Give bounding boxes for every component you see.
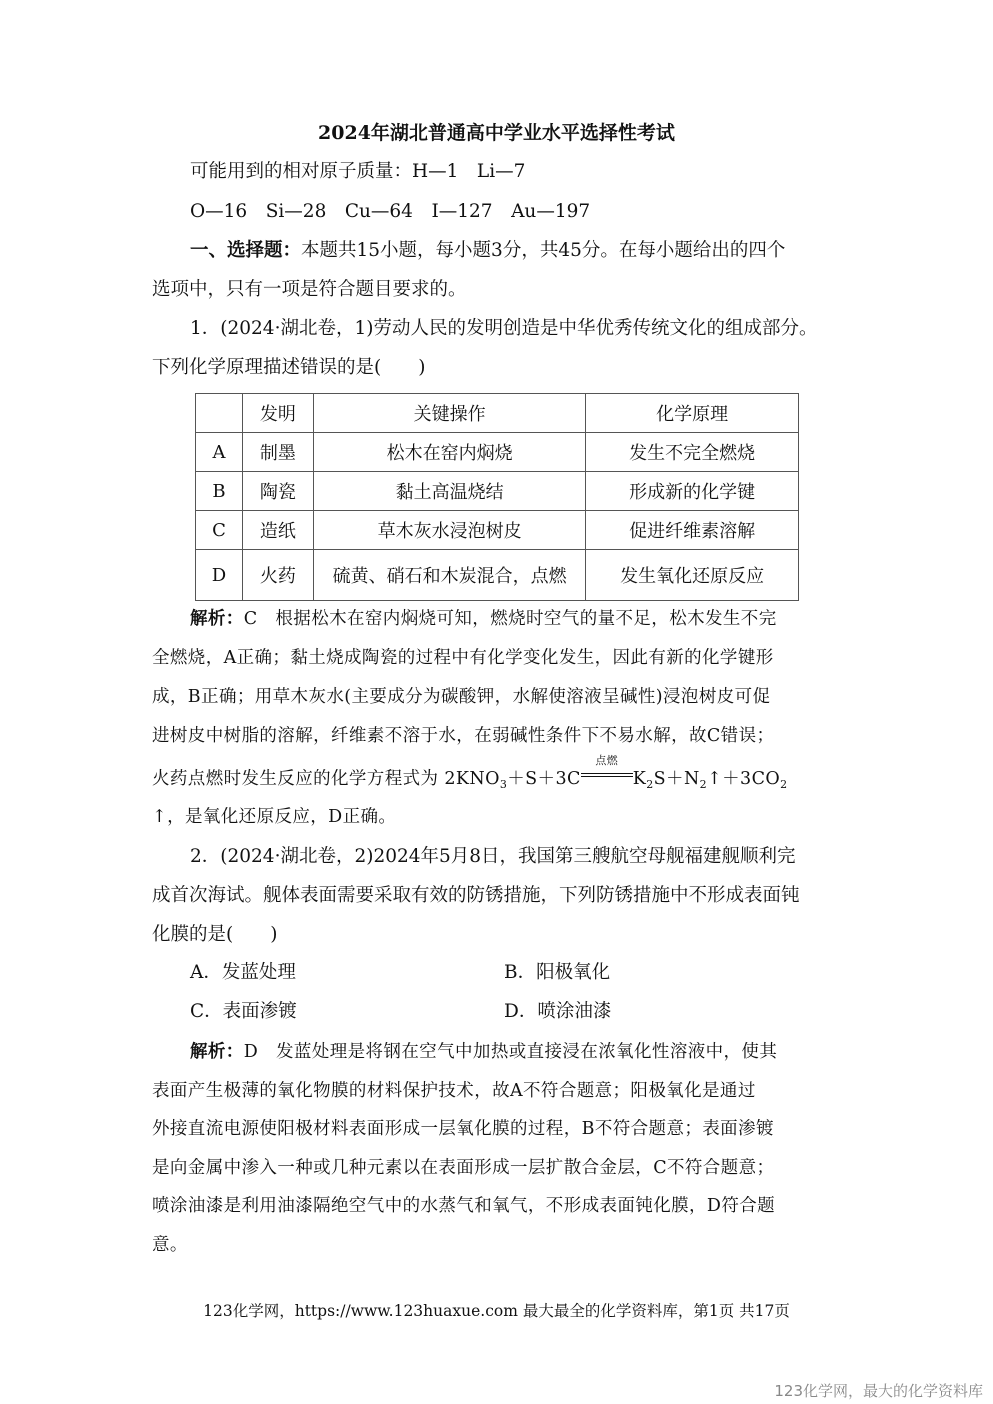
table-cell: 发生不完全燃烧	[586, 433, 799, 472]
q2-stem-1: 2．(2024·湖北卷，2)2024年5月8日，我国第三艘航空母舰福建舰顺利完	[190, 846, 796, 867]
q1-analysis-line-6: ↑，是氧化还原反应，D正确。	[152, 807, 397, 827]
subscript: 2	[780, 778, 788, 791]
table-cell: 草木灰水浸泡树皮	[313, 511, 586, 550]
table-row	[196, 511, 799, 550]
section-text-1: 本题共15小题，每小题3分，共45分。在每小题给出的四个	[301, 240, 786, 261]
table-row	[196, 472, 799, 511]
q2-analysis-line-5: 喷涂油漆是利用油漆隔绝空气中的水蒸气和氧气，不形成表面钝化膜，D符合题	[152, 1196, 776, 1216]
atomic-mass-line-2: O—16 Si—28 Cu—64 I—127 Au—197	[190, 201, 591, 222]
table-cell: A	[196, 433, 243, 472]
table-header-row	[196, 394, 799, 433]
analysis-text: D 发蓝处理是将钢在空气中加热或直接浸在浓氧化性溶液中，使其	[243, 1042, 778, 1062]
analysis-text: C 根据松木在窑内焖烧可知，燃烧时空气的量不足，松木发生不完	[243, 609, 777, 629]
reaction-condition: 点燃	[595, 754, 619, 767]
q2-option-a: A．发蓝处理	[190, 962, 296, 983]
q1-analysis-line-4: 进树皮中树脂的溶解，纤维素不溶于水，在弱碱性条件下不易水解，故C错误；	[152, 726, 775, 746]
section-heading	[190, 238, 785, 264]
q1-analysis-line-3: 成，B正确；用草木灰水(主要成分为碳酸钾，水解使溶液呈碱性)浸泡树皮可促	[152, 687, 771, 707]
q2-analysis-line-1	[190, 1039, 777, 1065]
subscript: 2	[699, 778, 708, 791]
table-row	[196, 550, 799, 601]
table-cell: 形成新的化学键	[586, 472, 799, 511]
q2-option-b: B．阳极氧化	[504, 962, 611, 983]
table-cell: 火药	[242, 550, 313, 601]
equation-mid: ＋S＋3C	[507, 769, 581, 789]
q1-table	[195, 393, 799, 601]
analysis-label: 解析：	[190, 1042, 244, 1062]
q2-option-c: C．表面渗镀	[190, 1001, 297, 1022]
table-cell: C	[196, 511, 243, 550]
atomic-mass-line-1: 可能用到的相对原子质量：H—1 Li—7	[190, 161, 526, 182]
reaction-condition-arrow	[581, 754, 633, 784]
analysis-label: 解析：	[190, 609, 244, 629]
q1-equation-line	[152, 754, 788, 792]
q2-stem-3: 化膜的是( )	[152, 924, 278, 945]
subscript: 3	[499, 778, 508, 791]
table-header-cell: 化学原理	[586, 394, 799, 433]
table-cell: 造纸	[242, 511, 313, 550]
table-cell: 黏土高温烧结	[313, 472, 586, 511]
table-header-cell	[196, 394, 243, 433]
section-text-2: 选项中，只有一项是符合题目要求的。	[152, 279, 467, 300]
table-cell: D	[196, 550, 243, 601]
table-cell: 促进纤维素溶解	[586, 511, 799, 550]
table-cell: 制墨	[242, 433, 313, 472]
q2-analysis-line-4: 是向金属中渗入一种或几种元素以在表面形成一层扩散合金层，C不符合题意；	[152, 1158, 775, 1178]
equation-end: ↑＋3CO	[707, 769, 781, 789]
section-label: 一、选择题：	[190, 240, 302, 261]
table-cell: 松木在窑内焖烧	[313, 433, 586, 472]
page-footer: 123化学网，https://www.123huaxue.com 最大最全的化学资料库，第1页 共17页	[203, 1302, 790, 1320]
table-header-cell: 关键操作	[313, 394, 586, 433]
watermark: 123化学网，最大的化学资料库	[774, 1382, 983, 1400]
table-cell: B	[196, 472, 243, 511]
table-cell: 陶瓷	[242, 472, 313, 511]
table-row	[196, 433, 799, 472]
q1-stem-1: 1．(2024·湖北卷，1)劳动人民的发明创造是中华优秀传统文化的组成部分。	[190, 318, 818, 339]
page-title: 2024年湖北普通高中学业水平选择性考试	[318, 122, 675, 144]
q2-stem-2: 成首次海试。舰体表面需要采取有效的防锈措施，下列防锈措施中不形成表面钝	[152, 885, 800, 906]
table-cell: 硫黄、硝石和木炭混合，点燃	[313, 550, 586, 601]
equation-product-n: S＋N	[653, 769, 700, 789]
q2-option-d: D．喷涂油漆	[504, 1001, 612, 1022]
q2-analysis-line-3: 外接直流电源使阳极材料表面形成一层氧化膜的过程，B不符合题意；表面渗镀	[152, 1119, 774, 1139]
equation-product-k: K	[632, 769, 647, 789]
q2-analysis-line-6: 意。	[152, 1235, 188, 1255]
equation-prefix: 火药点燃时发生反应的化学方程式为 2KNO	[152, 769, 500, 789]
subscript: 2	[646, 778, 654, 791]
table-header-cell: 发明	[242, 394, 313, 433]
q1-analysis-line-1	[190, 606, 777, 632]
q2-analysis-line-2: 表面产生极薄的氧化物膜的材料保护技术，故A不符合题意；阳极氧化是通过	[152, 1081, 756, 1101]
q1-analysis-line-2: 全燃烧，A正确；黏土烧成陶瓷的过程中有化学变化发生，因此有新的化学键形	[152, 648, 774, 668]
table-cell: 发生氧化还原反应	[586, 550, 799, 601]
q1-stem-2: 下列化学原理描述错误的是( )	[152, 357, 426, 378]
